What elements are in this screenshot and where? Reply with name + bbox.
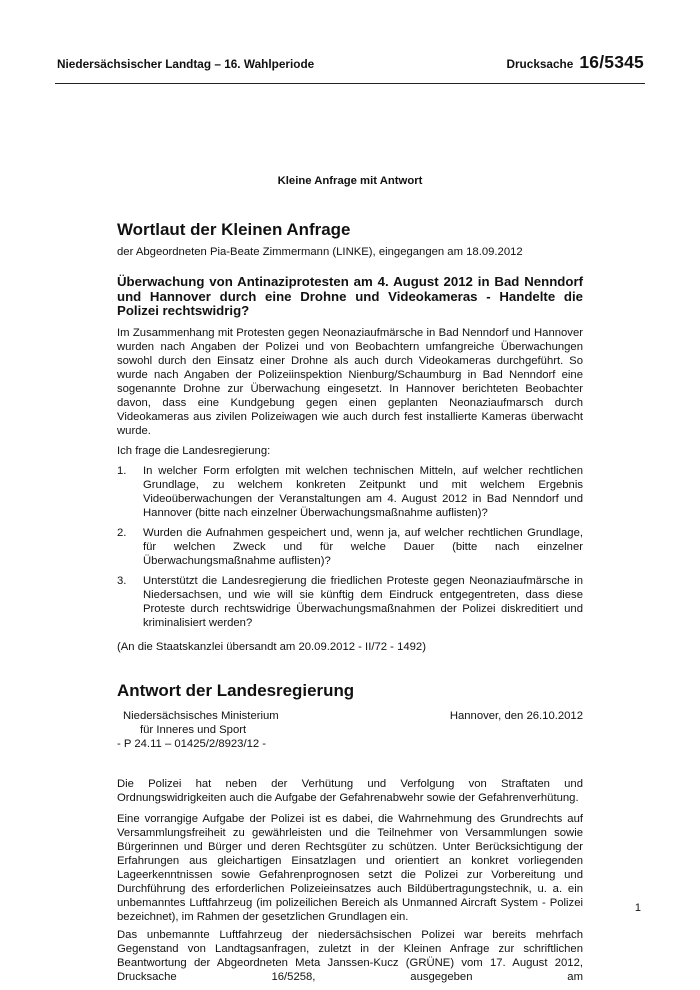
answer-section-heading: Antwort der Landesregierung xyxy=(117,680,355,700)
question-item-number: 3. xyxy=(117,574,127,587)
answer-paragraph-1: Die Polizei hat neben der Verhütung und Verfolgung von Straftaten und Ordnungswidrigkeiten auch die Aufgabe der Gefahrenabwehr sowie der Gefahrenverhütung. xyxy=(117,777,583,804)
answer-meta-block xyxy=(117,709,583,751)
question-byline: der Abgeordneten Pia-Beate Zimmermann (LINKE), eingegangen am 18.09.2012 xyxy=(117,246,523,258)
transmittal-note: (An die Staatskanzlei übersandt am 20.09.2012 - II/72 - 1492) xyxy=(117,640,426,653)
answer-paragraph-2: Eine vorrangige Aufgabe der Polizei ist es dabei, die Wahrnehmung des Grundrechts auf Versammlungsfreiheit zu gewährleisten und die Teilnehmer von Versammlungen sowie Bürgerinnen und Bürger und deren Rechtsgüter zu schützen. Unter Berücksichtigung der Erfahrungen aus gleichartigen Einsatzlagen und orientiert an konkret vorliegenden Lageerkenntnissen sowie Gefahrenprognosen setzt die Polizei zur Vorbereitung und Durchführung des erforderlichen Polizeieinsatzes auch Bildübertragungstechnik, u. a. ein unbemanntes Luftfahrzeug (im polizeilichen Bereich als Unmanned Aircraft System - Polizei bezeichnet), im Rahmen der gesetzlichen Grundlagen ein. xyxy=(117,812,583,923)
header-divider xyxy=(55,83,645,84)
question-item-number: 1. xyxy=(117,464,127,477)
question-item-1 xyxy=(117,464,583,520)
question-intro-paragraph: Im Zusammenhang mit Protesten gegen Neonaziaufmärsche in Bad Nenndorf und Hannover wurden nach Angaben der Polizei und von Beobachtern umfangreiche Überwachungen sowohl durch den Einsatz einer Drohne als auch durch Videokameras durchgeführt. So wurde nach Angaben der Polizeiinspektion Nienburg/Schaumburg in Bad Nenndorf eine sogenannte Drohne zur Überwachung eingesetzt. In Hannover berichteten Beobachter davon, dass eine Kundgebung gegen einen geplanten Neonaziaufmarsch durch Videokameras aus zivilen Polizeiwagen wie auch durch fest installierte Kameras überwacht wurde. xyxy=(117,326,583,437)
question-item-number: 2. xyxy=(117,526,127,539)
ministry-name: Niedersächsisches Ministerium xyxy=(123,709,279,722)
question-item-3 xyxy=(117,574,583,630)
parliament-title: Niedersächsischer Landtag – 16. Wahlperiode xyxy=(57,57,315,71)
question-item-2 xyxy=(117,526,583,568)
question-item-text: Wurden die Aufnahmen gespeichert und, wenn ja, auf welcher rechtlichen Grundlage, für welchen Zweck und für welche Dauer (bitte nach einzelner Überwachungsmaßnahme auflisten)? xyxy=(143,526,583,567)
question-section-heading: Wortlaut der Kleinen Anfrage xyxy=(117,220,351,239)
question-title: Überwachung von Antinaziprotesten am 4. August 2012 in Bad Nenndorf und Hannover durch eine Drohne und Videokameras - Handelte die Polizei rechtswidrig? xyxy=(117,274,583,318)
drucksache-number: 16/5345 xyxy=(579,52,644,72)
document-body xyxy=(117,174,583,984)
question-item-text: Unterstützt die Landesregierung die friedlichen Proteste gegen Neonaziaufmärsche in Niedersachsen, und wie will sie künftig dem Eindruck entgegentreten, dass diese Proteste durch rechtswidrige Überwachungsmaßnahmen der Polizei diskreditiert und kriminalisiert werden? xyxy=(143,574,583,629)
document-type-title: Kleine Anfrage mit Antwort xyxy=(277,175,423,187)
ministry-department: für Inneres und Sport xyxy=(140,723,247,736)
answer-paragraph-3: Das unbemannte Luftfahrzeug der niedersächsischen Polizei war bereits mehrfach Gegenstand von Landtagsanfragen, zuletzt in der Kleinen Anfrage zur schriftlichen Beantwortung der Abgeordneten Meta Janssen-Kucz (GRÜNE) vom 17. August 2012, Drucksache 16/5258, ausgegeben am xyxy=(117,928,583,983)
place-and-date: Hannover, den 26.10.2012 xyxy=(449,709,583,722)
ministry-address xyxy=(117,709,279,751)
question-lead-in: Ich frage die Landesregierung: xyxy=(117,444,271,457)
drucksache-reference xyxy=(506,52,644,72)
question-item-text: In welcher Form erfolgten mit welchen technischen Mitteln, auf welcher rechtlichen Grundlage, zu welchem konkreten Zeitpunkt und mit welchem Ergebnis Videoüberwachungen der Veranstaltungen am 4. August 2012 in Bad Nenndorf und Hannover (bitte nach einzelner Überwachungsmaßnahme auflisten)? xyxy=(143,464,583,519)
page-number: 1 xyxy=(634,902,641,914)
drucksache-label: Drucksache xyxy=(506,57,574,71)
ministry-file-reference: - P 24.11 – 01425/2/8923/12 - xyxy=(117,737,267,750)
document-header xyxy=(57,52,644,72)
